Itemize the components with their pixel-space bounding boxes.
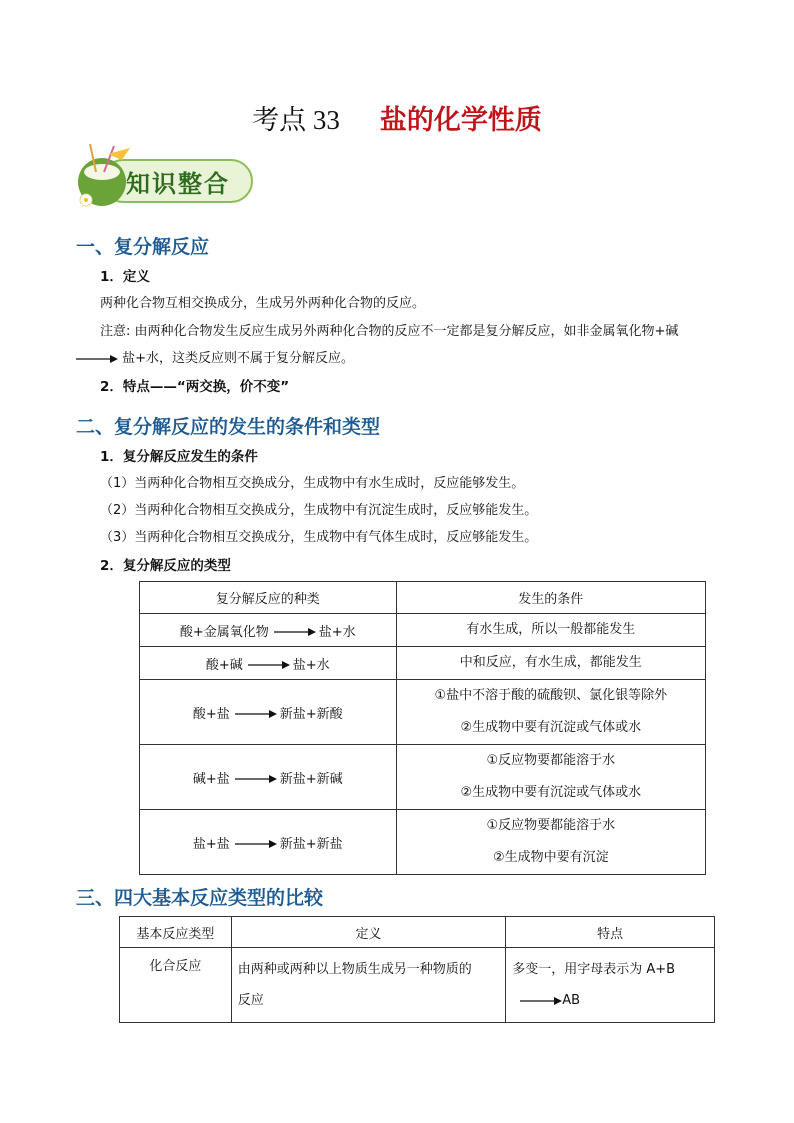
reactants: 酸+碱 — [205, 657, 243, 673]
definition-text: 两种化合物互相交换成分，生成另外两种化合物的反应。 — [100, 296, 426, 311]
products: 新盐+新酸 — [279, 706, 343, 722]
types-title: 2．复分解反应的类型 — [100, 558, 231, 574]
table-header-row — [120, 917, 715, 948]
condition-cell — [396, 810, 705, 875]
feature-line: 多变一，用字母表示为 A+B — [512, 962, 676, 977]
condition-1: （1）当两种化合物相互交换成分，生成物中有水生成时，反应能够发生。 — [100, 476, 525, 491]
page-title — [0, 98, 794, 137]
products: 盐+水 — [292, 657, 330, 673]
note-line-2-text: 盐+水，这类反应则不属于复分解反应。 — [122, 351, 355, 366]
condition-title: 1．复分解反应发生的条件 — [100, 449, 258, 465]
condition-cell — [396, 745, 705, 810]
arrow-icon — [233, 774, 277, 784]
products: 盐+水 — [318, 624, 356, 640]
section1-heading: 一、复分解反应 — [76, 236, 210, 258]
table-row — [140, 614, 706, 647]
reaction-cell — [140, 680, 397, 745]
definition-title: 1．定义 — [100, 269, 150, 285]
arrow-icon — [76, 354, 118, 364]
definition-cell — [231, 948, 505, 1023]
feature-cell — [506, 948, 715, 1023]
reactants: 酸+盐 — [192, 706, 230, 722]
reaction-types-table — [139, 581, 706, 875]
kaodian-number: 考点 33 — [252, 105, 340, 135]
knowledge-badge — [72, 142, 256, 210]
topic-title: 盐的化学性质 — [379, 105, 542, 136]
section3-heading: 三、四大基本反应类型的比较 — [76, 887, 324, 909]
section2-heading: 二、复分解反应的发生的条件和类型 — [76, 416, 381, 438]
feature-line — [512, 985, 708, 1016]
reaction-cell — [140, 614, 397, 647]
reactants: 酸+金属氧化物 — [179, 624, 269, 640]
condition-cell — [396, 680, 705, 745]
header-cell: 复分解反应的种类 — [140, 582, 397, 614]
header-cell: 定义 — [231, 917, 505, 948]
table-row — [120, 948, 715, 1023]
condition-line: ①反应物要都能溶于水 — [486, 753, 616, 768]
header-cell: 发生的条件 — [396, 582, 705, 614]
arrow-icon — [233, 839, 277, 849]
badge-label: 知识整合 — [126, 170, 230, 198]
arrow-icon — [518, 996, 562, 1006]
type-cell: 化合反应 — [120, 948, 232, 1023]
condition-line: ②生成物中要有沉淀 — [492, 850, 609, 865]
condition-line: ②生成物中要有沉淀或气体或水 — [460, 720, 642, 735]
condition-line: 中和反应，有水生成，都能发生 — [459, 655, 642, 670]
definition-line: 由两种或两种以上物质生成另一种物质的 — [237, 962, 472, 977]
arrow-icon — [272, 627, 316, 637]
condition-line: ②生成物中要有沉淀或气体或水 — [460, 785, 642, 800]
reaction-cell — [140, 647, 397, 680]
condition-cell — [396, 647, 705, 680]
table-row — [140, 810, 706, 875]
table-row — [140, 745, 706, 810]
condition-line: ①反应物要都能溶于水 — [486, 818, 616, 833]
condition-3: （3）当两种化合物相互交换成分，生成物中有气体生成时，反应够能发生。 — [100, 530, 538, 545]
note-line-2 — [76, 347, 354, 366]
reaction-cell — [140, 810, 397, 875]
table-row — [140, 680, 706, 745]
table-header-row — [140, 582, 706, 614]
condition-line: 有水生成，所以一般都能发生 — [466, 622, 636, 637]
header-cell: 基本反应类型 — [120, 917, 232, 948]
header-cell: 特点 — [506, 917, 715, 948]
products: 新盐+新盐 — [279, 836, 343, 852]
arrow-icon — [233, 709, 277, 719]
feature-title: 2．特点——“两交换，价不变” — [100, 379, 290, 395]
reactants: 碱+盐 — [192, 771, 230, 787]
feature-product: AB — [562, 993, 581, 1008]
products: 新盐+新碱 — [279, 771, 343, 787]
note-line-1: 注意: 由两种化合物发生反应生成另外两种化合物的反应不一定都是复分解反应，如非金属氧化物+碱 — [100, 324, 679, 339]
basic-reactions-table — [119, 916, 715, 1023]
condition-cell — [396, 614, 705, 647]
condition-line: ①盐中不溶于酸的硫酸钡、氯化银等除外 — [434, 688, 668, 703]
arrow-icon — [246, 660, 290, 670]
reaction-cell — [140, 745, 397, 810]
reactants: 盐+盐 — [192, 836, 230, 852]
condition-2: （2）当两种化合物相互交换成分，生成物中有沉淀生成时，反应够能发生。 — [100, 503, 538, 518]
table-row — [140, 647, 706, 680]
definition-line: 反应 — [237, 993, 264, 1008]
